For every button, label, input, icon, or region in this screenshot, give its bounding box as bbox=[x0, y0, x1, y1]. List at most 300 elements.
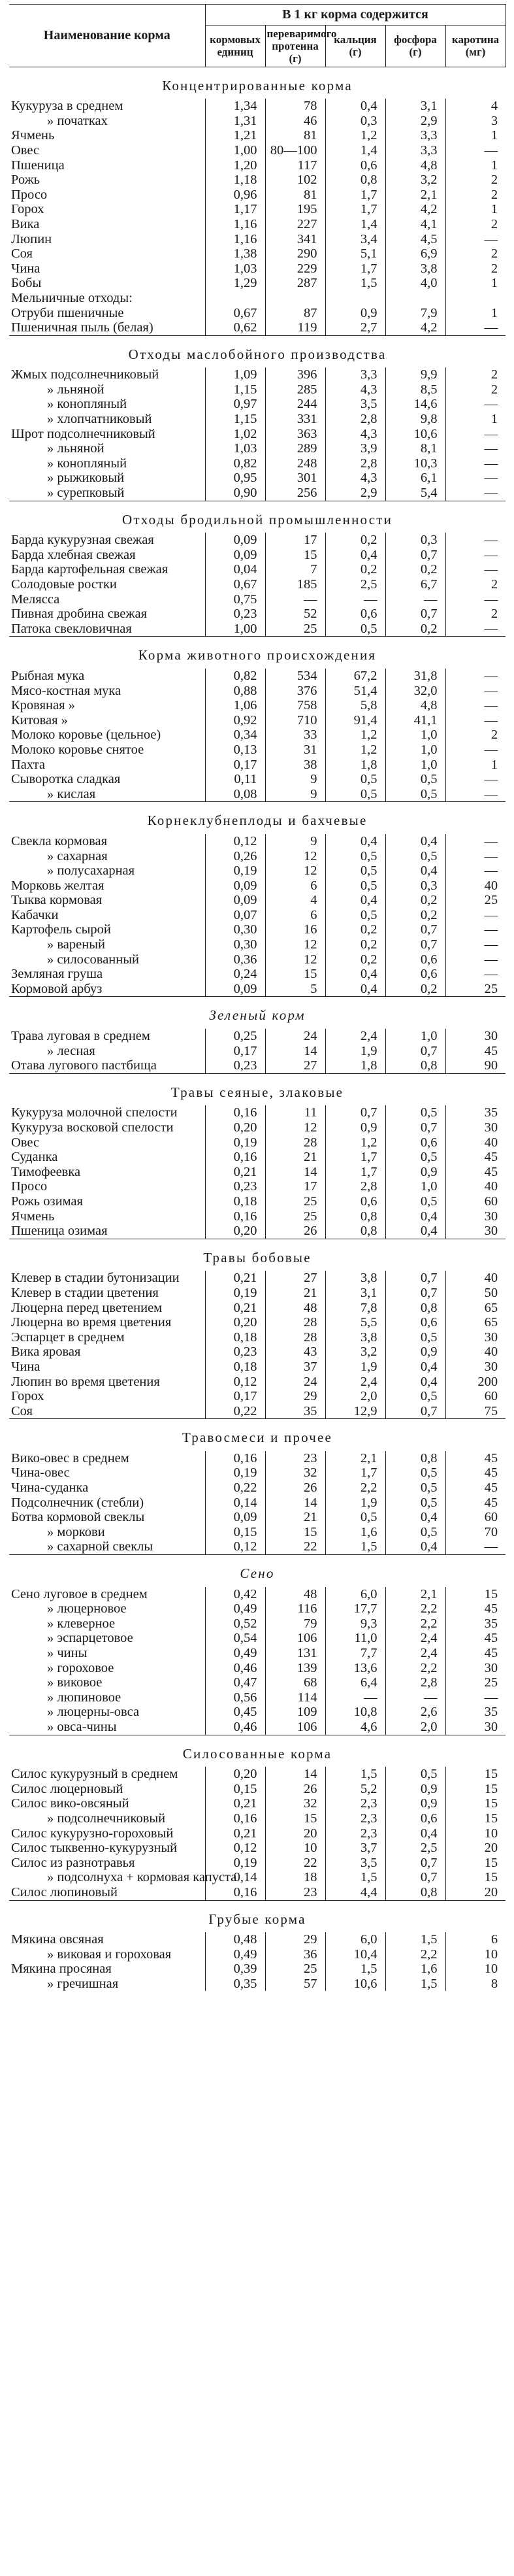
phosphorus-cell: 2,4 bbox=[385, 1646, 445, 1661]
feed-units-cell: 1,03 bbox=[205, 441, 265, 456]
protein-cell: 248 bbox=[265, 456, 325, 471]
feed-units-cell: 0,15 bbox=[205, 1525, 265, 1540]
carotene-cell: 30 bbox=[445, 1224, 506, 1239]
phosphorus-cell: 0,7 bbox=[385, 1271, 445, 1286]
feed-units-cell: 0,14 bbox=[205, 1496, 265, 1511]
phosphorus-cell: 0,4 bbox=[385, 863, 445, 878]
calcium-cell: 2,9 bbox=[325, 486, 385, 501]
carotene-cell: — bbox=[445, 1690, 506, 1705]
carotene-cell: 2 bbox=[445, 728, 506, 743]
phosphorus-cell: 1,0 bbox=[385, 743, 445, 758]
phosphorus-cell: 1,0 bbox=[385, 758, 445, 773]
protein-cell: 24 bbox=[265, 1375, 325, 1390]
section-title: Травосмеси и прочее bbox=[9, 1419, 506, 1451]
phosphorus-cell: 0,5 bbox=[385, 1496, 445, 1511]
feed-units-cell: 0,21 bbox=[205, 1301, 265, 1316]
protein-cell: 26 bbox=[265, 1782, 325, 1797]
feed-units-cell: 1,00 bbox=[205, 143, 265, 158]
phosphorus-cell: 0,4 bbox=[385, 1539, 445, 1554]
phosphorus-cell: 3,3 bbox=[385, 143, 445, 158]
feed-name-cell: Подсолнечник (стебли) bbox=[11, 1495, 144, 1510]
carotene-cell: — bbox=[445, 669, 506, 684]
phosphorus-cell: 0,7 bbox=[385, 1120, 445, 1135]
section-title: Зеленый корм bbox=[9, 997, 506, 1029]
feed-units-cell: 0,12 bbox=[205, 834, 265, 849]
phosphorus-cell: 2,2 bbox=[385, 1661, 445, 1676]
feed-units-cell bbox=[205, 291, 265, 306]
table-row bbox=[9, 1811, 506, 1826]
protein-cell: 290 bbox=[265, 246, 325, 261]
phosphorus-cell: 0,5 bbox=[385, 1194, 445, 1209]
table-row bbox=[9, 1720, 506, 1735]
feed-name-cell: Клевер в стадии цветения bbox=[11, 1285, 159, 1300]
feed-name-cell: Рожь bbox=[11, 173, 40, 188]
carotene-cell: — bbox=[445, 922, 506, 937]
phosphorus-cell: 2,5 bbox=[385, 1841, 445, 1856]
calcium-cell: 7,8 bbox=[325, 1301, 385, 1316]
carotene-cell: 35 bbox=[445, 1105, 506, 1120]
table-row bbox=[9, 548, 506, 563]
phosphorus-cell: 0,4 bbox=[385, 1360, 445, 1375]
protein-cell: 5 bbox=[265, 982, 325, 997]
feed-units-cell: 0,49 bbox=[205, 1601, 265, 1616]
feed-name-cell: Рожь озимая bbox=[11, 1194, 83, 1209]
table-row bbox=[9, 967, 506, 982]
feed-units-cell: 0,30 bbox=[205, 922, 265, 937]
protein-cell: 18 bbox=[265, 1870, 325, 1885]
feed-name-cell: Кукуруза молочной спелости bbox=[11, 1105, 178, 1120]
phosphorus-cell: 4,5 bbox=[385, 232, 445, 247]
feed-name-cell: Кровяная » bbox=[11, 698, 75, 713]
calcium-cell: 2,0 bbox=[325, 1389, 385, 1404]
feed-units-cell: 0,20 bbox=[205, 1315, 265, 1330]
table-row bbox=[9, 99, 506, 114]
carotene-cell: 2 bbox=[445, 367, 506, 382]
feed-units-cell: 0,35 bbox=[205, 1977, 265, 1992]
carotene-cell: 20 bbox=[445, 1841, 506, 1856]
calcium-cell: 4,3 bbox=[325, 471, 385, 486]
feed-name-cell: Просо bbox=[11, 1179, 48, 1194]
feed-name-cell: Ячмень bbox=[11, 1209, 55, 1224]
phosphorus-cell bbox=[385, 291, 445, 306]
calcium-cell: 0,5 bbox=[325, 908, 385, 923]
protein-cell: 9 bbox=[265, 834, 325, 849]
phosphorus-cell: 31,8 bbox=[385, 669, 445, 684]
table-row bbox=[9, 114, 506, 129]
feed-units-cell: 0,07 bbox=[205, 908, 265, 923]
protein-cell: 28 bbox=[265, 1135, 325, 1150]
phosphorus-cell: 0,4 bbox=[385, 1826, 445, 1841]
protein-cell: 46 bbox=[265, 114, 325, 129]
feed-name-cell: » конопляный bbox=[47, 397, 127, 412]
feed-name-cell: Овес bbox=[11, 142, 40, 158]
feed-name-cell: » клеверное bbox=[47, 1616, 116, 1631]
feed-units-cell: 0,49 bbox=[205, 1947, 265, 1962]
protein-cell: 12 bbox=[265, 952, 325, 967]
feed-units-cell: 1,38 bbox=[205, 246, 265, 261]
table-row bbox=[9, 246, 506, 261]
feed-name-cell: Вика bbox=[11, 216, 40, 231]
table-row bbox=[9, 878, 506, 894]
protein-cell: 21 bbox=[265, 1510, 325, 1525]
feed-name-cell: Люпин во время цветения bbox=[11, 1374, 160, 1389]
feed-name-cell: Суданка bbox=[11, 1150, 58, 1165]
column-header-protein: переваримого протеина (г) bbox=[265, 25, 325, 67]
feed-units-cell: 0,39 bbox=[205, 1962, 265, 1977]
phosphorus-cell: 9,9 bbox=[385, 367, 445, 382]
protein-cell: 119 bbox=[265, 320, 325, 335]
calcium-cell: 2,2 bbox=[325, 1480, 385, 1496]
phosphorus-cell: 2,1 bbox=[385, 188, 445, 203]
phosphorus-cell: 1,6 bbox=[385, 1962, 445, 1977]
calcium-cell: 5,8 bbox=[325, 698, 385, 713]
table-row bbox=[9, 217, 506, 232]
protein-cell: 12 bbox=[265, 1120, 325, 1135]
phosphorus-cell: 4,8 bbox=[385, 698, 445, 713]
phosphorus-cell: 0,4 bbox=[385, 1375, 445, 1390]
carotene-cell: 45 bbox=[445, 1150, 506, 1165]
carotene-cell: — bbox=[445, 863, 506, 878]
feed-units-cell: 1,02 bbox=[205, 427, 265, 442]
calcium-cell: 0,2 bbox=[325, 952, 385, 967]
carotene-cell: 200 bbox=[445, 1375, 506, 1390]
protein-cell: 20 bbox=[265, 1826, 325, 1841]
phosphorus-cell: 2,2 bbox=[385, 1601, 445, 1616]
phosphorus-cell: 1,0 bbox=[385, 1029, 445, 1044]
feed-units-cell: 0,09 bbox=[205, 893, 265, 908]
section-title-row bbox=[9, 335, 506, 367]
feed-name-cell: Пшеница озимая bbox=[11, 1224, 108, 1239]
feed-units-cell: 0,19 bbox=[205, 1135, 265, 1150]
phosphorus-cell: 0,9 bbox=[385, 1165, 445, 1180]
phosphorus-cell: 10,6 bbox=[385, 427, 445, 442]
feed-units-cell: 1,18 bbox=[205, 173, 265, 188]
carotene-cell: 30 bbox=[445, 1661, 506, 1676]
table-row bbox=[9, 1120, 506, 1135]
table-row bbox=[9, 261, 506, 276]
feed-name-cell: Ячмень bbox=[11, 128, 55, 143]
protein-cell: 48 bbox=[265, 1301, 325, 1316]
protein-cell: 26 bbox=[265, 1480, 325, 1496]
table-row bbox=[9, 863, 506, 878]
carotene-cell: — bbox=[445, 698, 506, 713]
phosphorus-cell: 8,1 bbox=[385, 441, 445, 456]
table-row bbox=[9, 232, 506, 247]
calcium-cell: 1,9 bbox=[325, 1044, 385, 1059]
carotene-cell: 45 bbox=[445, 1496, 506, 1511]
calcium-cell: 4,4 bbox=[325, 1885, 385, 1900]
table-row bbox=[9, 1856, 506, 1871]
feed-units-cell: 1,20 bbox=[205, 158, 265, 173]
feed-units-cell: 0,21 bbox=[205, 1271, 265, 1286]
protein-cell: 21 bbox=[265, 1286, 325, 1301]
section-title: Корнеклубнеплоды и бахчевые bbox=[9, 802, 506, 834]
protein-cell: 229 bbox=[265, 261, 325, 276]
carotene-cell: 45 bbox=[445, 1165, 506, 1180]
calcium-cell: 5,1 bbox=[325, 246, 385, 261]
phosphorus-cell: 0,7 bbox=[385, 1286, 445, 1301]
protein-cell: 23 bbox=[265, 1451, 325, 1466]
section-title-row bbox=[9, 1555, 506, 1587]
protein-cell: 87 bbox=[265, 306, 325, 321]
table-row bbox=[9, 562, 506, 577]
calcium-cell: 1,2 bbox=[325, 743, 385, 758]
carotene-cell: 1 bbox=[445, 306, 506, 321]
feed-units-cell: 1,34 bbox=[205, 99, 265, 114]
carotene-cell: 40 bbox=[445, 1179, 506, 1194]
protein-cell: 16 bbox=[265, 922, 325, 937]
table-row bbox=[9, 128, 506, 143]
protein-cell: 28 bbox=[265, 1330, 325, 1345]
feed-units-cell: 0,12 bbox=[205, 1375, 265, 1390]
feed-units-cell: 0,23 bbox=[205, 1058, 265, 1073]
calcium-cell: 0,4 bbox=[325, 893, 385, 908]
carotene-cell: — bbox=[445, 743, 506, 758]
phosphorus-cell: 0,8 bbox=[385, 1301, 445, 1316]
protein-cell: 139 bbox=[265, 1661, 325, 1676]
feed-units-cell: 0,20 bbox=[205, 1120, 265, 1135]
carotene-cell: 45 bbox=[445, 1601, 506, 1616]
phosphorus-cell: 1,0 bbox=[385, 1179, 445, 1194]
table-row bbox=[9, 1451, 506, 1466]
phosphorus-cell: 0,7 bbox=[385, 1856, 445, 1871]
phosphorus-cell: 0,2 bbox=[385, 893, 445, 908]
carotene-cell: 35 bbox=[445, 1705, 506, 1720]
calcium-cell: 1,9 bbox=[325, 1360, 385, 1375]
protein-cell: 48 bbox=[265, 1587, 325, 1602]
feed-units-cell: 0,54 bbox=[205, 1631, 265, 1646]
carotene-cell: 15 bbox=[445, 1782, 506, 1797]
feed-units-cell: 0,19 bbox=[205, 1856, 265, 1871]
protein-cell: 37 bbox=[265, 1360, 325, 1375]
table-row bbox=[9, 834, 506, 849]
carotene-cell: 6 bbox=[445, 1932, 506, 1947]
protein-cell: 106 bbox=[265, 1720, 325, 1735]
protein-cell: 31 bbox=[265, 743, 325, 758]
feed-name-cell: Чина-овес bbox=[11, 1465, 70, 1480]
table-row bbox=[9, 486, 506, 501]
table-row bbox=[9, 471, 506, 486]
table-row bbox=[9, 1977, 506, 1992]
calcium-cell: 1,7 bbox=[325, 261, 385, 276]
phosphorus-cell: 2,1 bbox=[385, 1587, 445, 1602]
feed-name-cell: » гороховое bbox=[47, 1660, 114, 1675]
phosphorus-cell: 6,7 bbox=[385, 577, 445, 592]
calcium-cell: 6,4 bbox=[325, 1675, 385, 1690]
carotene-cell: — bbox=[445, 548, 506, 563]
feed-name-cell: Рыбная мука bbox=[11, 668, 85, 683]
table-row bbox=[9, 728, 506, 743]
calcium-cell: 2,3 bbox=[325, 1826, 385, 1841]
phosphorus-cell: 0,5 bbox=[385, 1389, 445, 1404]
phosphorus-cell: 0,5 bbox=[385, 1767, 445, 1782]
phosphorus-cell: 2,2 bbox=[385, 1616, 445, 1631]
feed-units-cell: 0,09 bbox=[205, 533, 265, 548]
feed-units-cell: 0,23 bbox=[205, 607, 265, 622]
feed-units-cell: 0,67 bbox=[205, 577, 265, 592]
table-row bbox=[9, 713, 506, 728]
feed-name-cell: Молоко коровье снятое bbox=[11, 742, 144, 757]
carotene-cell: — bbox=[445, 232, 506, 247]
carotene-cell: 40 bbox=[445, 1271, 506, 1286]
table-row bbox=[9, 1782, 506, 1797]
carotene-cell: 15 bbox=[445, 1856, 506, 1871]
protein-cell: 22 bbox=[265, 1539, 325, 1554]
phosphorus-cell: 4,2 bbox=[385, 320, 445, 335]
phosphorus-cell: 0,5 bbox=[385, 1330, 445, 1345]
protein-cell: 114 bbox=[265, 1690, 325, 1705]
table-row bbox=[9, 1796, 506, 1811]
feed-units-cell: 1,31 bbox=[205, 114, 265, 129]
feed-name-cell: » рыжиковый bbox=[47, 471, 125, 486]
table-row bbox=[9, 1135, 506, 1150]
phosphorus-cell: 0,7 bbox=[385, 1044, 445, 1059]
calcium-cell: 1,5 bbox=[325, 1962, 385, 1977]
calcium-cell bbox=[325, 291, 385, 306]
feed-name-cell: Пшеница bbox=[11, 158, 65, 173]
feed-units-cell: 0,16 bbox=[205, 1811, 265, 1826]
feed-units-cell: 1,21 bbox=[205, 128, 265, 143]
carotene-cell: 1 bbox=[445, 158, 506, 173]
feed-name-cell: » сахарной свеклы bbox=[47, 1539, 153, 1554]
table-row bbox=[9, 1496, 506, 1511]
table-row bbox=[9, 367, 506, 382]
calcium-cell: 5,2 bbox=[325, 1782, 385, 1797]
protein-cell: 32 bbox=[265, 1465, 325, 1480]
carotene-cell: 25 bbox=[445, 982, 506, 997]
feed-name-cell: Пшеничная пыль (белая) bbox=[11, 320, 153, 335]
phosphorus-cell: 6,1 bbox=[385, 471, 445, 486]
protein-cell: 9 bbox=[265, 772, 325, 787]
feed-units-cell: 0,12 bbox=[205, 1841, 265, 1856]
calcium-cell: 10,8 bbox=[325, 1705, 385, 1720]
calcium-cell: 0,8 bbox=[325, 173, 385, 188]
calcium-cell: 0,9 bbox=[325, 1120, 385, 1135]
protein-cell: 185 bbox=[265, 577, 325, 592]
calcium-cell: 0,7 bbox=[325, 1105, 385, 1120]
phosphorus-cell: 14,6 bbox=[385, 397, 445, 412]
protein-cell: 285 bbox=[265, 382, 325, 397]
section-title-row bbox=[9, 1735, 506, 1767]
feed-units-cell: 0,19 bbox=[205, 1286, 265, 1301]
table-row bbox=[9, 607, 506, 622]
calcium-cell: 2,3 bbox=[325, 1796, 385, 1811]
feed-units-cell: 0,13 bbox=[205, 743, 265, 758]
table-row bbox=[9, 456, 506, 471]
calcium-cell: 0,3 bbox=[325, 114, 385, 129]
feed-name-cell: » подсолнуха + кормовая капуста bbox=[47, 1870, 237, 1885]
protein-cell: 106 bbox=[265, 1631, 325, 1646]
phosphorus-cell: 0,4 bbox=[385, 1224, 445, 1239]
carotene-cell: — bbox=[445, 787, 506, 802]
table-row bbox=[9, 1601, 506, 1616]
feed-units-cell: 0,45 bbox=[205, 1705, 265, 1720]
section-title-row bbox=[9, 1073, 506, 1105]
protein-cell: 23 bbox=[265, 1885, 325, 1900]
feed-units-cell: 0,36 bbox=[205, 952, 265, 967]
table-row bbox=[9, 188, 506, 203]
feed-units-cell: 0,90 bbox=[205, 486, 265, 501]
phosphorus-cell: 8,5 bbox=[385, 382, 445, 397]
feed-name-cell: Кормовой арбуз bbox=[11, 981, 103, 996]
section-title: Корма животного происхождения bbox=[9, 637, 506, 669]
calcium-cell: 0,5 bbox=[325, 622, 385, 637]
feed-name-cell: Силос кукурузно-гороховый bbox=[11, 1826, 174, 1841]
carotene-cell: 10 bbox=[445, 1947, 506, 1962]
phosphorus-cell: 0,6 bbox=[385, 967, 445, 982]
calcium-cell: 2,1 bbox=[325, 1451, 385, 1466]
carotene-cell: 30 bbox=[445, 1029, 506, 1044]
carotene-cell: 2 bbox=[445, 382, 506, 397]
carotene-cell: 40 bbox=[445, 878, 506, 894]
feed-units-cell: 0,82 bbox=[205, 456, 265, 471]
feed-units-cell: 0,46 bbox=[205, 1720, 265, 1735]
phosphorus-cell: 0,5 bbox=[385, 1150, 445, 1165]
feed-name-cell: Отруби пшеничные bbox=[11, 305, 124, 320]
table-row bbox=[9, 1510, 506, 1525]
protein-cell: 331 bbox=[265, 412, 325, 427]
protein-cell: 25 bbox=[265, 622, 325, 637]
table-row bbox=[9, 382, 506, 397]
carotene-cell: 2 bbox=[445, 607, 506, 622]
feed-units-cell: 1,16 bbox=[205, 217, 265, 232]
table-row bbox=[9, 1826, 506, 1841]
feed-name-cell: Чина-суданка bbox=[11, 1480, 89, 1496]
protein-cell: 15 bbox=[265, 548, 325, 563]
table-header bbox=[9, 5, 506, 67]
carotene-cell: — bbox=[445, 441, 506, 456]
feed-units-cell: 0,15 bbox=[205, 1782, 265, 1797]
phosphorus-cell: 2,4 bbox=[385, 1631, 445, 1646]
feed-name-cell: Сено луговое в среднем bbox=[11, 1586, 148, 1601]
feed-name-cell: » вареный bbox=[47, 937, 105, 952]
phosphorus-cell: 0,2 bbox=[385, 562, 445, 577]
calcium-cell: 1,4 bbox=[325, 217, 385, 232]
carotene-cell: 30 bbox=[445, 1120, 506, 1135]
phosphorus-cell: 3,3 bbox=[385, 128, 445, 143]
table-row bbox=[9, 1360, 506, 1375]
feed-name-cell: Солодовые ростки bbox=[11, 577, 117, 592]
calcium-cell: 7,7 bbox=[325, 1646, 385, 1661]
feed-name-cell: Картофель сырой bbox=[11, 922, 111, 937]
feed-name-cell: Свекла кормовая bbox=[11, 833, 108, 848]
calcium-cell: 1,7 bbox=[325, 1150, 385, 1165]
carotene-cell: 2 bbox=[445, 246, 506, 261]
feed-name-cell: Силос кукурузный в среднем bbox=[11, 1767, 178, 1782]
calcium-cell: 0,4 bbox=[325, 548, 385, 563]
table-row bbox=[9, 1044, 506, 1059]
calcium-cell: 0,2 bbox=[325, 937, 385, 952]
feed-name-cell: Мельничные отходы: bbox=[11, 290, 133, 305]
protein-cell: 6 bbox=[265, 878, 325, 894]
calcium-cell: 1,4 bbox=[325, 143, 385, 158]
table-row bbox=[9, 276, 506, 291]
feed-name-cell: Ботва кормовой свеклы bbox=[11, 1510, 145, 1525]
calcium-cell: 4,3 bbox=[325, 382, 385, 397]
phosphorus-cell: 0,5 bbox=[385, 1465, 445, 1480]
carotene-cell: — bbox=[445, 456, 506, 471]
calcium-cell: 3,5 bbox=[325, 397, 385, 412]
phosphorus-cell: 9,8 bbox=[385, 412, 445, 427]
feed-name-cell: Вика яровая bbox=[11, 1345, 81, 1360]
feed-units-cell: 0,04 bbox=[205, 562, 265, 577]
phosphorus-cell: 4,2 bbox=[385, 202, 445, 217]
table-row bbox=[9, 1587, 506, 1602]
calcium-cell: 1,7 bbox=[325, 202, 385, 217]
feed-units-cell: 0,18 bbox=[205, 1360, 265, 1375]
feed-name-cell: » люцерны-овса bbox=[47, 1705, 140, 1720]
column-header-feed-units: кормовых единиц bbox=[205, 25, 265, 67]
